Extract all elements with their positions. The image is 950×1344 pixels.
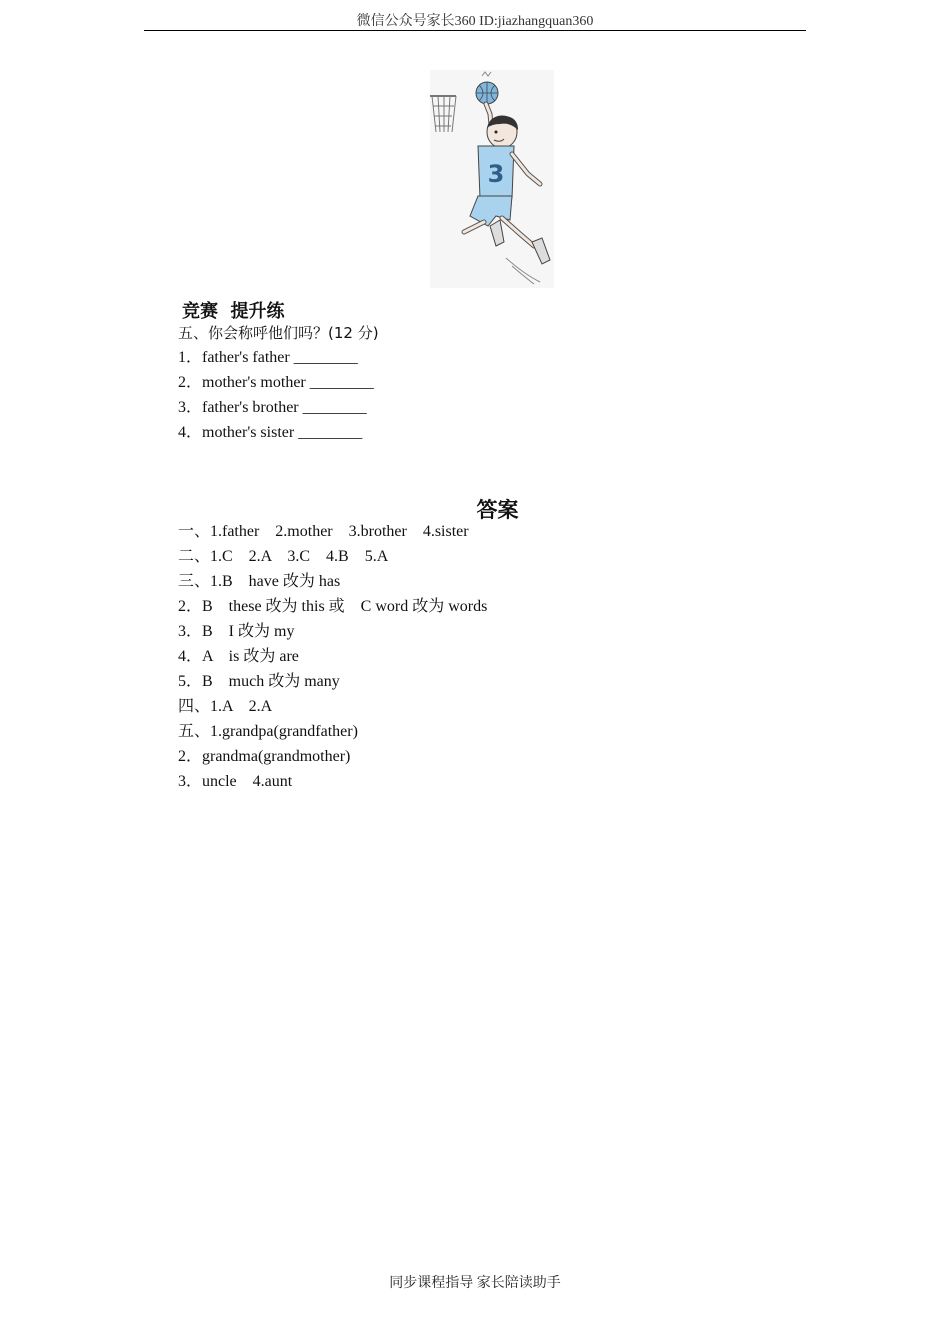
answer-line: 三、1.B have 改为 has (178, 573, 341, 590)
exercise-item: 1．father's father ________ (178, 349, 358, 366)
answer-line: 3．B I 改为 my (178, 623, 295, 640)
exercise-item: 2．mother's mother ________ (178, 374, 374, 391)
page-footer: 同步课程指导 家长陪读助手 (389, 1276, 561, 1291)
section-title: 竞赛 提升练 (182, 301, 285, 322)
page-header: 微信公众号家长360 ID:jiazhangquan360 (356, 14, 594, 29)
answer-line: 4．A is 改为 are (178, 648, 299, 665)
answer-line: 二、1.C 2.A 3.C 4.B 5.A (178, 548, 389, 565)
exercise-item: 4．mother's sister ________ (178, 424, 363, 441)
answer-line: 一、1.father 2.mother 3.brother 4.sister (178, 523, 469, 540)
header-divider (144, 30, 806, 31)
exercise-item: 3．father's brother ________ (178, 399, 367, 416)
answer-line: 四、1.A 2.A (178, 698, 273, 715)
answer-line: 3．uncle 4.aunt (178, 773, 293, 790)
answer-line: 五、1.grandpa(grandfather) (178, 723, 358, 740)
answer-line: 2．grandma(grandmother) (178, 748, 351, 765)
answer-line: 5．B much 改为 many (178, 673, 340, 690)
answer-title: 答案 (476, 498, 519, 522)
jersey-number: 3 (487, 160, 505, 188)
question-heading: 五、你会称呼他们吗？(12 分) (178, 324, 379, 342)
answer-line: 2．B these 改为 this 或 C word 改为 words (178, 598, 488, 615)
basketball-player-illustration (430, 70, 554, 288)
